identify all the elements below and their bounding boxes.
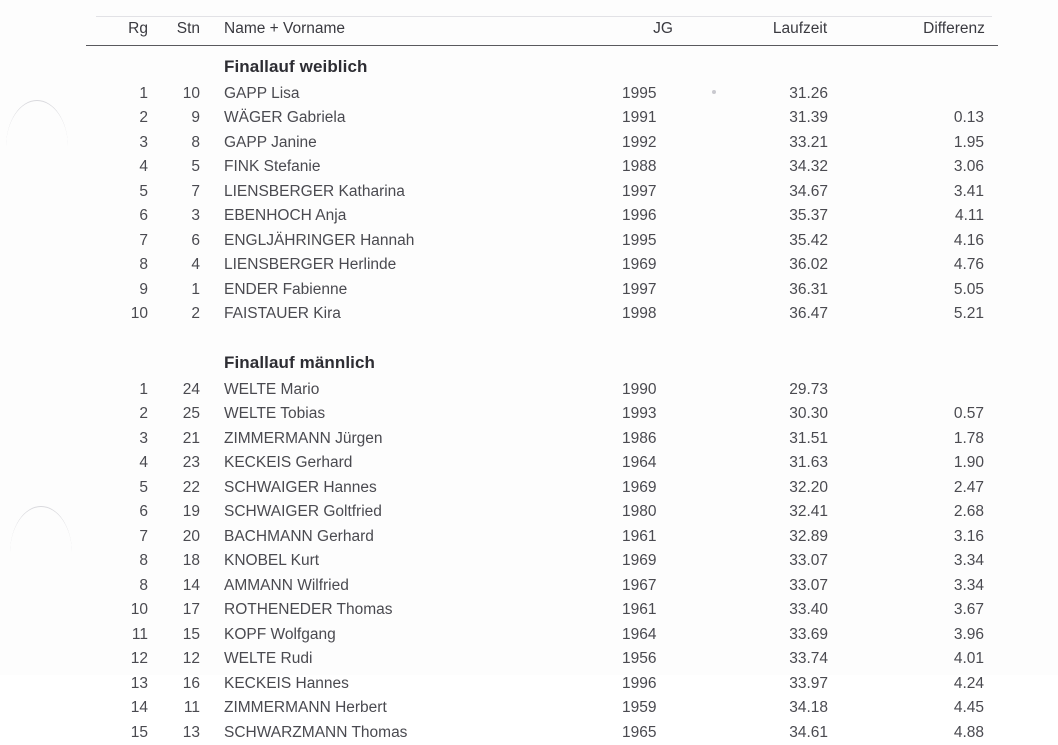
- table-row: [0, 180, 1058, 204]
- result-diff: 4.16: [953, 231, 984, 249]
- result-time: 31.51: [789, 429, 828, 447]
- result-rank: 11: [131, 625, 148, 643]
- result-year: 1995: [622, 231, 657, 249]
- result-time: 33.07: [789, 576, 828, 594]
- result-bib: 21: [182, 429, 200, 447]
- result-diff: 4.88: [953, 723, 984, 741]
- column-header-diff: Differenz: [923, 20, 985, 37]
- table-row: [0, 672, 1058, 696]
- result-diff: 0.13: [953, 109, 984, 126]
- result-diff: 5.21: [953, 305, 984, 322]
- result-rank: 5: [139, 182, 148, 200]
- result-bib: 12: [182, 650, 200, 667]
- result-year: 1990: [622, 380, 657, 398]
- result-rank: 8: [139, 256, 148, 273]
- result-year: 1969: [622, 256, 657, 273]
- result-bib: 13: [182, 723, 200, 741]
- table-row: [0, 696, 1058, 720]
- column-header-name: Name + Vorname: [224, 20, 346, 37]
- result-year: 1997: [622, 280, 657, 298]
- result-name: SCHWAIGER Hannes: [224, 478, 377, 496]
- result-year: 1988: [622, 158, 657, 175]
- result-time: 33.07: [789, 552, 828, 569]
- result-year: 1991: [622, 109, 657, 126]
- result-bib: 1: [191, 280, 200, 298]
- column-header-bib: Stn: [176, 20, 200, 37]
- table-row: [0, 402, 1058, 426]
- result-time: 33.97: [789, 674, 828, 692]
- result-diff: 1.78: [953, 429, 984, 447]
- result-rank: 10: [130, 305, 148, 322]
- result-rank: 6: [139, 503, 148, 520]
- result-time: 34.32: [789, 158, 828, 175]
- result-diff: 4.76: [953, 256, 984, 273]
- table-row: [0, 574, 1058, 598]
- result-year: 1959: [622, 699, 657, 716]
- result-year: 1964: [622, 625, 657, 643]
- result-year: 1998: [622, 305, 657, 322]
- result-rank: 5: [139, 478, 148, 496]
- result-name: BACHMANN Gerhard: [224, 527, 374, 545]
- table-row: [0, 278, 1058, 302]
- result-rank: 1: [139, 84, 148, 102]
- result-year: 1992: [622, 133, 657, 151]
- result-bib: 17: [182, 601, 200, 618]
- result-name: ROTHENEDER Thomas: [224, 601, 393, 618]
- result-rank: 1: [139, 380, 148, 398]
- result-diff: 4.45: [953, 699, 984, 716]
- result-bib: 15: [182, 625, 200, 643]
- result-time: 35.42: [789, 231, 828, 249]
- result-bib: 25: [182, 405, 200, 422]
- result-time: 30.30: [789, 405, 828, 422]
- result-time: 36.31: [789, 280, 828, 298]
- result-bib: 14: [182, 576, 200, 594]
- table-row: [0, 427, 1058, 451]
- result-rank: 7: [139, 527, 148, 545]
- result-diff: 2.47: [953, 478, 984, 496]
- result-year: 1967: [622, 576, 657, 594]
- result-rank: 9: [139, 280, 148, 298]
- result-year: 1969: [622, 478, 657, 496]
- column-header-rank: Rg: [128, 20, 148, 37]
- result-diff: 3.41: [953, 182, 984, 200]
- result-name: ZIMMERMANN Jürgen: [224, 429, 383, 447]
- result-bib: 19: [182, 503, 200, 520]
- result-name: KNOBEL Kurt: [224, 552, 320, 569]
- table-row: [0, 500, 1058, 524]
- result-year: 1961: [622, 527, 657, 545]
- result-bib: 6: [191, 231, 200, 249]
- result-diff: 4.24: [953, 674, 984, 692]
- table-row: [0, 451, 1058, 475]
- result-rank: 10: [130, 601, 148, 618]
- result-time: 34.61: [789, 723, 828, 741]
- table-row: [0, 721, 1058, 745]
- result-year: 1980: [622, 503, 657, 520]
- result-diff: 1.95: [953, 133, 984, 151]
- result-year: 1969: [622, 552, 657, 569]
- table-row: [0, 598, 1058, 622]
- result-time: 29.73: [789, 380, 828, 398]
- result-year: 1961: [622, 601, 657, 618]
- result-name: LIENSBERGER Katharina: [224, 182, 405, 200]
- result-year: 1996: [622, 207, 657, 224]
- table-header-row: [0, 17, 1058, 41]
- result-name: GAPP Lisa: [224, 84, 300, 102]
- result-rank: 8: [139, 552, 148, 569]
- result-time: 31.26: [789, 84, 828, 102]
- result-diff: 5.05: [953, 280, 984, 298]
- result-name: FAISTAUER Kira: [224, 305, 341, 322]
- result-bib: 3: [191, 207, 200, 224]
- result-rank: 2: [139, 109, 148, 126]
- result-bib: 24: [182, 380, 200, 398]
- result-name: KECKEIS Gerhard: [224, 454, 353, 471]
- result-name: FINK Stefanie: [224, 158, 321, 175]
- table-row: [0, 204, 1058, 228]
- result-time: 33.40: [789, 601, 828, 618]
- table-row: [0, 647, 1058, 671]
- result-year: 1956: [622, 650, 657, 667]
- table-row: [0, 131, 1058, 155]
- result-time: 31.63: [789, 454, 828, 471]
- result-name: ENGLJÄHRINGER Hannah: [224, 231, 415, 249]
- result-rank: 2: [139, 405, 148, 422]
- table-row: [0, 302, 1058, 326]
- result-time: 35.37: [789, 207, 828, 224]
- result-rank: 3: [139, 429, 148, 447]
- result-time: 33.69: [789, 625, 828, 643]
- result-year: 1964: [622, 454, 657, 471]
- result-bib: 4: [191, 256, 200, 273]
- result-diff: 3.16: [953, 527, 984, 545]
- result-year: 1986: [622, 429, 657, 447]
- table-row: [0, 623, 1058, 647]
- result-diff: 3.34: [953, 552, 984, 569]
- result-bib: 7: [191, 182, 200, 200]
- result-name: WELTE Rudi: [224, 650, 313, 667]
- result-time: 33.21: [789, 133, 828, 151]
- result-diff: 4.01: [953, 650, 984, 667]
- result-rank: 4: [139, 454, 148, 471]
- result-bib: 22: [182, 478, 200, 496]
- result-rank: 4: [139, 158, 148, 175]
- table-row: [0, 253, 1058, 277]
- table-row: [0, 82, 1058, 106]
- table-row: [0, 549, 1058, 573]
- result-name: EBENHOCH Anja: [224, 207, 347, 224]
- result-rank: 8: [139, 576, 148, 594]
- table-row: [0, 155, 1058, 179]
- result-name: AMMANN Wilfried: [224, 576, 349, 594]
- table-row: [0, 106, 1058, 130]
- result-diff: 3.67: [953, 601, 984, 618]
- result-bib: 11: [183, 699, 200, 716]
- result-name: SCHWAIGER Goltfried: [224, 503, 382, 520]
- column-header-year: JG: [653, 20, 673, 37]
- result-name: KOPF Wolfgang: [224, 625, 336, 643]
- result-year: 1993: [622, 405, 657, 422]
- table-row: [0, 525, 1058, 549]
- result-rank: 7: [139, 231, 148, 249]
- result-year: 1996: [622, 674, 657, 692]
- table-row: [0, 378, 1058, 402]
- result-time: 36.02: [789, 256, 828, 273]
- column-header-time: Laufzeit: [772, 20, 828, 37]
- result-name: SCHWARZMANN Thomas: [224, 723, 408, 741]
- result-bib: 8: [191, 133, 200, 151]
- result-year: 1995: [622, 84, 657, 102]
- table-row: [0, 476, 1058, 500]
- result-diff: 1.90: [953, 454, 984, 471]
- result-time: 32.41: [789, 503, 828, 520]
- result-year: 1997: [622, 182, 657, 200]
- result-name: ZIMMERMANN Herbert: [224, 699, 387, 716]
- result-diff: 0.57: [953, 405, 984, 422]
- result-bib: 10: [182, 84, 200, 102]
- result-time: 34.67: [789, 182, 828, 200]
- result-bib: 2: [191, 305, 200, 322]
- result-rank: 6: [139, 207, 148, 224]
- result-diff: 2.68: [953, 503, 984, 520]
- table-row: [0, 229, 1058, 253]
- result-name: ENDER Fabienne: [224, 280, 348, 298]
- result-diff: 3.06: [953, 158, 984, 175]
- result-diff: 4.11: [954, 207, 984, 224]
- result-name: KECKEIS Hannes: [224, 674, 349, 692]
- result-rank: 14: [130, 699, 148, 716]
- result-diff: 3.34: [953, 576, 984, 594]
- result-time: 31.39: [789, 109, 828, 126]
- result-time: 32.20: [789, 478, 828, 496]
- result-time: 33.74: [789, 650, 828, 667]
- result-year: 1965: [622, 723, 657, 741]
- result-time: 32.89: [789, 527, 828, 545]
- result-bib: 9: [191, 109, 200, 126]
- result-name: WÄGER Gabriela: [224, 109, 346, 126]
- result-name: LIENSBERGER Herlinde: [224, 256, 397, 273]
- result-rank: 3: [139, 133, 148, 151]
- result-bib: 23: [182, 454, 200, 471]
- result-bib: 20: [182, 527, 200, 545]
- result-bib: 18: [182, 552, 200, 569]
- table-header-rule: [86, 45, 998, 46]
- result-name: WELTE Tobias: [224, 405, 326, 422]
- result-time: 36.47: [789, 305, 828, 322]
- result-rank: 12: [130, 650, 148, 667]
- result-rank: 15: [130, 723, 148, 741]
- result-bib: 16: [182, 674, 200, 692]
- section-title: Finallauf weiblich: [224, 57, 368, 76]
- result-name: WELTE Mario: [224, 380, 320, 398]
- result-diff: 3.96: [953, 625, 984, 643]
- section-title: Finallauf männlich: [224, 353, 376, 372]
- result-rank: 13: [130, 674, 148, 692]
- result-bib: 5: [191, 158, 200, 175]
- result-name: GAPP Janine: [224, 133, 317, 151]
- result-time: 34.18: [789, 699, 828, 716]
